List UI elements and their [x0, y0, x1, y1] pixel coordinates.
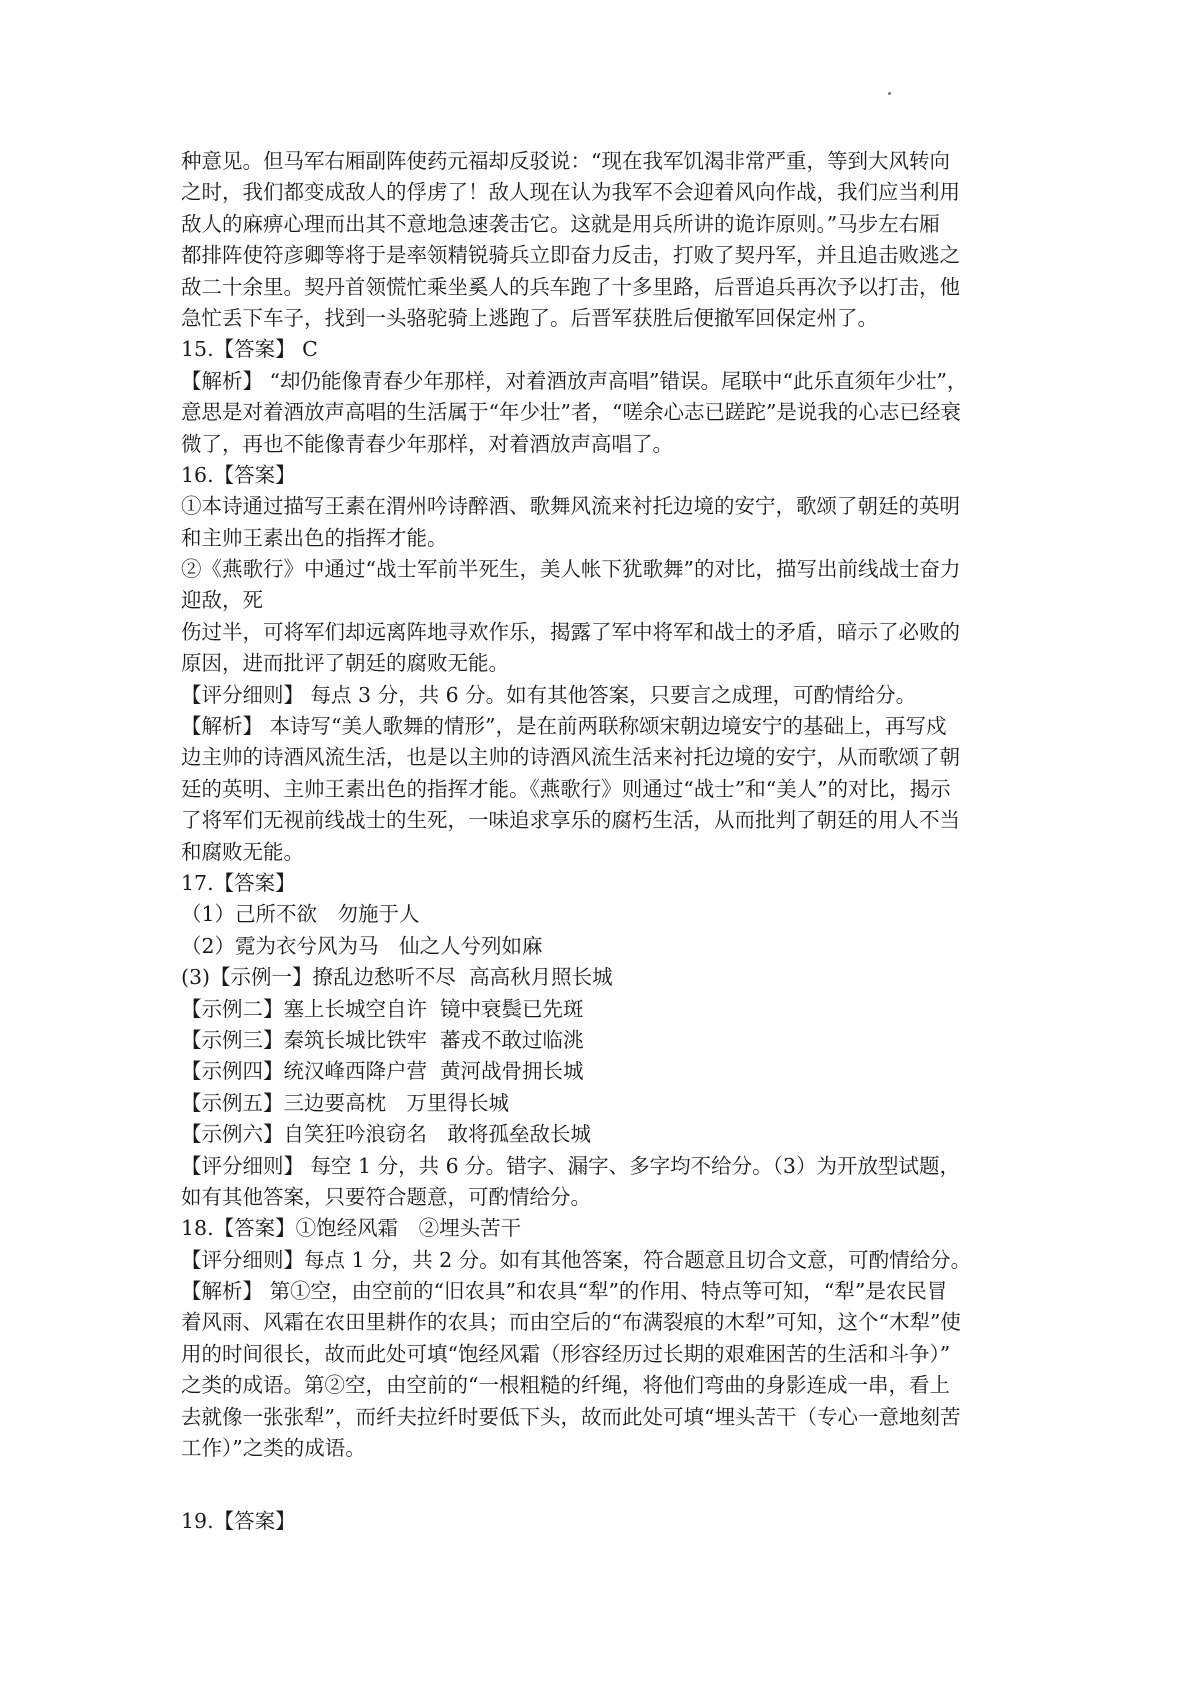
- text-line: 【解析】 第①空，由空前的“旧农具”和农具“犁”的作用、特点等可知，“犁”是农民冒: [181, 1279, 948, 1304]
- text-line: 去就像一张张犁”，而纤夫拉纤时要低下头，故而此处可填“埋头苦干（专心一意地刻苦: [181, 1404, 961, 1429]
- text-line: 15.【答案】 C: [181, 337, 318, 362]
- text-line: 【评分细则】每点 1 分，共 2 分。如有其他答案，符合题意且切合文意，可酌情给分。: [181, 1247, 972, 1272]
- text-line: 【解析】 本诗写“美人歌舞的情形”，是在前两联称颂宋朝边境安宁的基础上，再写戍: [181, 714, 947, 739]
- text-line: 着风雨、风霜在农田里耕作的农具；而由空后的“布满裂痕的木犁”可知，这个“木犁”使: [181, 1310, 961, 1335]
- text-line: 【评分细则】 每点 3 分，共 6 分。如有其他答案，只要言之成理，可酌情给分。: [181, 682, 917, 707]
- text-line: 【示例四】统汉峰西降户营 黄河战骨拥长城: [181, 1059, 584, 1084]
- text-line: 之类的成语。第②空，由空前的“一根粗糙的纤绳，将他们弯曲的身影连成一串，看上: [181, 1373, 950, 1398]
- text-line: 意思是对着酒放声高唱的生活属于“年少壮”者，“嗟余心志已蹉跎”是说我的心志已经衰: [181, 400, 961, 425]
- text-line: 敌人的麻痹心理而出其不意地急速袭击它。这就是用兵所讲的诡诈原则。”马步左右厢: [181, 211, 940, 236]
- document-body: [181, 146, 1051, 1538]
- paragraph-gap: [181, 1464, 1051, 1506]
- text-line: 了将军们无视前线战士的生死，一味追求享乐的腐朽生活，从而批判了朝廷的用人不当: [181, 808, 960, 833]
- text-line: 19.【答案】: [181, 1509, 296, 1534]
- text-line: 微了，再也不能像青春少年那样，对着酒放声高唱了。: [181, 431, 673, 456]
- text-line: (3)【示例一】撩乱边愁听不尽 高高秋月照长城: [181, 965, 613, 990]
- text-line: 之时，我们都变成敌人的俘虏了！敌人现在认为我军不会迎着风向作战，我们应当利用: [181, 180, 960, 205]
- text-line: 工作）”之类的成语。: [181, 1436, 366, 1461]
- text-line: ②《燕歌行》中通过“战士军前半死生，美人帐下犹歌舞”的对比，描写出前线战士奋力: [181, 557, 961, 582]
- text-line: 迎敌，死: [181, 588, 263, 613]
- text-line: 18.【答案】①饱经风霜 ②埋头苦干: [181, 1216, 522, 1241]
- text-line: 和主帅王素出色的指挥才能。: [181, 525, 448, 550]
- text-line: 【示例六】自笑狂吟浪窃名 敢将孤垒敌长城: [181, 1122, 591, 1147]
- text-line: 【解析】 “却仍能像青春少年那样，对着酒放声高唱”错误。尾联中“此乐直须年少壮”，: [181, 368, 968, 393]
- answer-text-block-bottom: [181, 1506, 1051, 1537]
- text-line: （2）霓为衣兮风为马 仙之人兮列如麻: [181, 933, 543, 958]
- text-line: 【评分细则】 每空 1 分，共 6 分。错字、漏字、多字均不给分。（3）为开放型试题，: [181, 1153, 960, 1178]
- text-line: 边主帅的诗酒风流生活，也是以主帅的诗酒风流生活来衬托边境的安宁，从而歌颂了朝: [181, 745, 960, 770]
- text-line: 都排阵使符彦卿等将于是率领精锐骑兵立即奋力反击，打败了契丹军，并且追击败逃之: [181, 243, 960, 268]
- text-line: 用的时间很长，故而此处可填“饱经风霜（形容经历过长期的艰难困苦的生活和斗争）”: [181, 1341, 951, 1366]
- text-line: 如有其他答案，只要符合题意，可酌情给分。: [181, 1184, 591, 1209]
- text-line: （1）己所不欲 勿施于人: [181, 902, 420, 927]
- text-line: 急忙丢下车子，找到一头骆驼骑上逃跑了。后晋军获胜后便撤军回保定州了。: [181, 305, 878, 330]
- text-line: ①本诗通过描写王素在渭州吟诗醉酒、歌舞风流来衬托边境的安宁，歌颂了朝廷的英明: [181, 494, 960, 519]
- text-line: 【示例二】塞上长城空自许 镜中衰鬓已先斑: [181, 996, 584, 1021]
- answer-text-block: [181, 146, 1051, 1464]
- text-line: 16.【答案】: [181, 462, 296, 487]
- text-line: 和腐败无能。: [181, 839, 304, 864]
- text-line: 【示例五】三边要高枕 万里得长城: [181, 1090, 509, 1115]
- text-line: 敌二十余里。契丹首领慌忙乘坐奚人的兵车跑了十多里路，后晋追兵再次予以打击，他: [181, 274, 960, 299]
- text-line: 伤过半，可将军们却远离阵地寻欢作乐，揭露了军中将军和战士的矛盾，暗示了必败的: [181, 619, 960, 644]
- text-line: 原因，进而批评了朝廷的腐败无能。: [181, 651, 509, 676]
- text-line: 【示例三】秦筑长城比铁牢 蕃戎不敢过临洮: [181, 1027, 584, 1052]
- text-line: 17.【答案】: [181, 870, 296, 895]
- text-line: 种意见。但马军右厢副阵使药元福却反驳说：“现在我军饥渴非常严重，等到大风转向: [181, 149, 950, 173]
- text-line: 廷的英明、主帅王素出色的指挥才能。《燕歌行》则通过“战士”和“美人”的对比，揭示: [181, 776, 951, 801]
- scan-dot: [888, 92, 891, 95]
